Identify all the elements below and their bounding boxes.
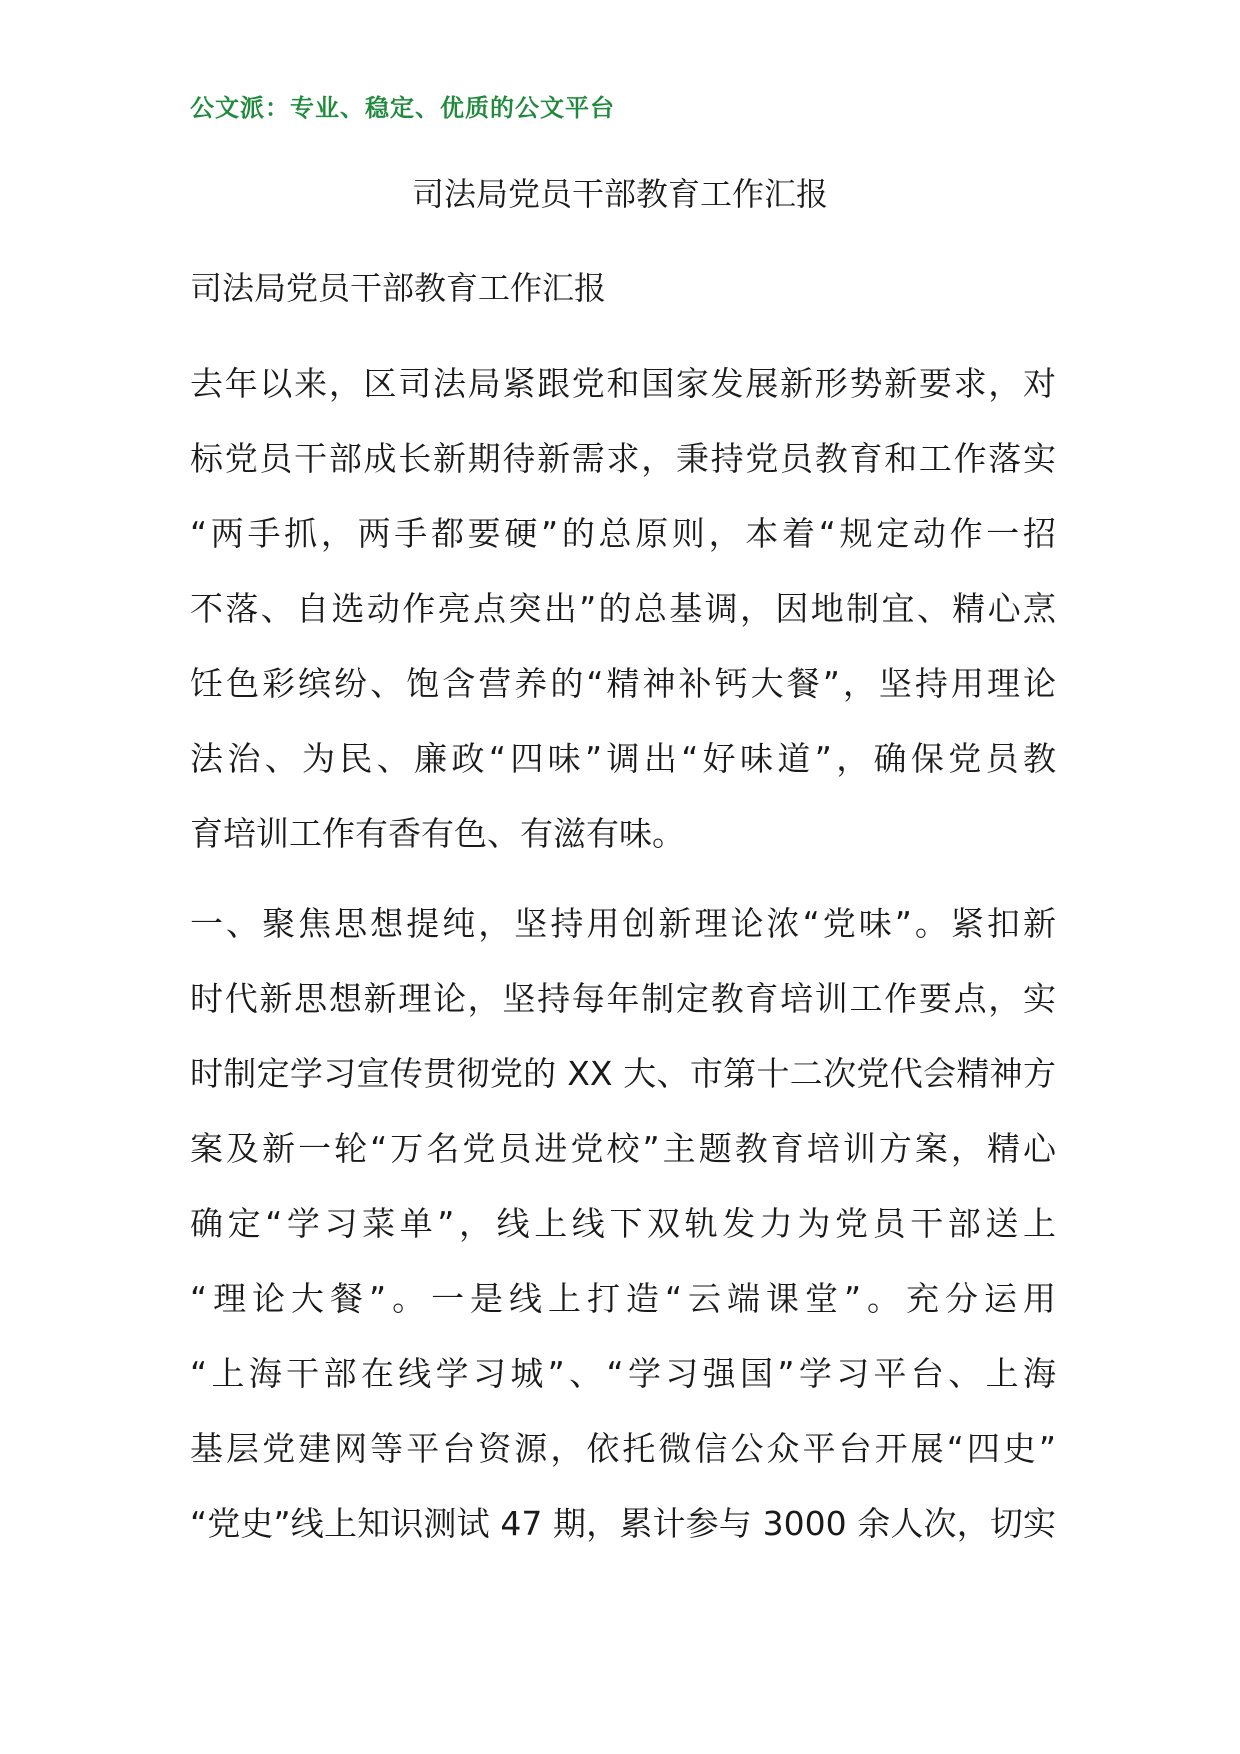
text-line: “党史”线上知识测试 47 期，累计参与 3000 余人次，切实 [190, 1504, 1056, 1543]
document-subtitle: 司法局党员干部教育工作汇报 [190, 269, 607, 307]
document-title: 司法局党员干部教育工作汇报 [411, 175, 828, 213]
paragraph-2 [190, 886, 1056, 1561]
text-line: 基层党建网等平台资源，依托微信公众平台开展“四史” [190, 1429, 1056, 1468]
text-line: 案及新一轮“万名党员进党校”主题教育培训方案，精心 [190, 1129, 1056, 1168]
text-line: “两手抓，两手都要硬”的总原则，本着“规定动作一招 [190, 514, 1056, 553]
paragraph-1 [190, 346, 1056, 871]
brand-header: 公文派：专业、稳定、优质的公文平台 [190, 94, 615, 122]
text-line: 饪色彩缤纷、饱含营养的“精神补钙大餐”，坚持用理论 [190, 664, 1056, 703]
text-line: 育培训工作有香有色、有滋有味。 [190, 814, 685, 853]
text-line: “上海干部在线学习城”、“学习强国”学习平台、上海 [190, 1354, 1056, 1393]
text-line: 确定“学习菜单”，线上线下双轨发力为党员干部送上 [190, 1204, 1056, 1243]
text-line: 一、聚焦思想提纯，坚持用创新理论浓“党味”。紧扣新 [190, 904, 1056, 943]
text-line: “理论大餐”。一是线上打造“云端课堂”。充分运用 [190, 1279, 1056, 1318]
text-line: 不落、自选动作亮点突出”的总基调，因地制宜、精心烹 [190, 589, 1056, 628]
text-line: 时代新思想新理论，坚持每年制定教育培训工作要点，实 [190, 979, 1056, 1018]
text-line: 标党员干部成长新期待新需求，秉持党员教育和工作落实 [190, 439, 1056, 478]
text-line: 法治、为民、廉政“四味”调出“好味道”，确保党员教 [190, 739, 1056, 778]
text-line: 时制定学习宣传贯彻党的 XX 大、市第十二次党代会精神方 [190, 1054, 1056, 1093]
text-line: 去年以来，区司法局紧跟党和国家发展新形势新要求，对 [190, 364, 1056, 403]
